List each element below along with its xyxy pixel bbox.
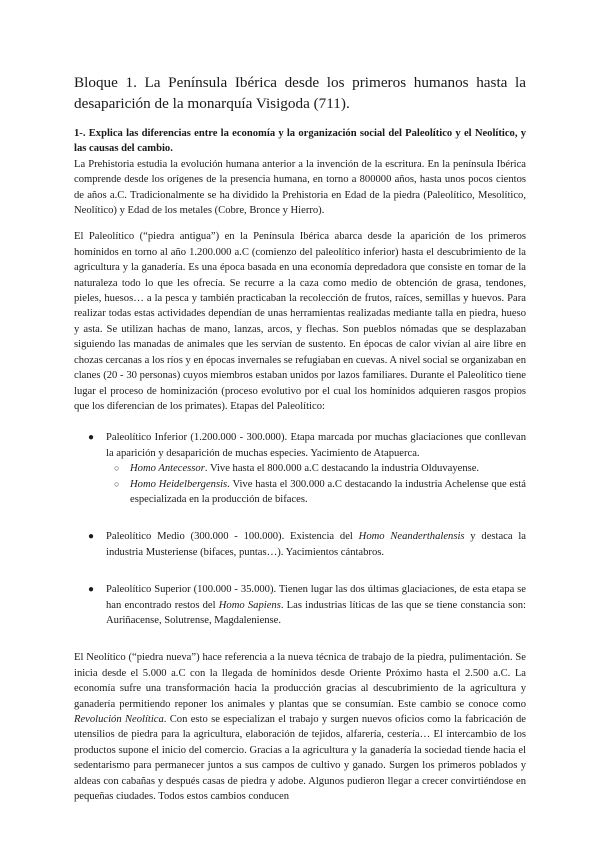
stage-text: Paleolítico Inferior (1.200.000 - 300.000). Etapa marcada por muchas glaciaciones que conllevan la aparición y desaparición de muchas especies. Yacimiento de Atapuerca. bbox=[106, 432, 526, 459]
sublist-item-antecessor bbox=[74, 461, 526, 476]
paleolithic-stages-list bbox=[74, 430, 526, 628]
document-body bbox=[74, 126, 526, 815]
question-heading: 1-. Explica las diferencias entre la economía y la organización social del Paleolítico y el Neolítico, y las causas del cambio. bbox=[74, 128, 526, 155]
list-item-paleolitico-superior bbox=[74, 582, 526, 628]
paragraph-prehistoria: La Prehistoria estudia la evolución humana anterior a la invención de la escritura. En la península Ibérica comprende desde los orígenes de la presencia humana, en torno a 800000 años, hasta unos pocos cientos de años a.C. Tradicionalmente se ha dividido la Prehistoria en Edad de la piedra (Paleolítico, Mesolítico, Neolítico) y Edad de los metales (Cobre, Bronce y Hierro). bbox=[74, 158, 526, 217]
bullet-dot-icon: ● bbox=[88, 531, 95, 543]
species-name: Homo Heidelbergensis bbox=[130, 478, 228, 490]
document-title: Bloque 1. La Península Ibérica desde los primeros humanos hasta la desaparición de la monarquía Visigoda (711). bbox=[74, 74, 526, 112]
bullet-dot-icon: ● bbox=[88, 584, 95, 596]
paragraph-paleolitico: El Paleolítico (“piedra antigua”) en la Península Ibérica abarca desde la aparición de los primeros homínidos en torno al año 1.200.000 a.C (comienzo del paleolítico inferior) hasta el descubrimiento de la agricultura y la ganadería. Es una época basada en una economía depredadora que consiste en tomar de la naturaleza todo lo que les ofrecía. Se recurre a la caza como medio de obtención de grasa, tendones, pieles, huesos… a la pesca y también practicaban la recolección de frutos, raíces, semillas y huevos. Para realizar todas estas actividades dependían de unas herramientas realizadas mediante talla en piedra, hueso y asta. Se utilizan hachas de mano, lanzas, arcos, y flechas. Son pueblos nómadas que se desplazaban siguiendo las manadas de animales que les servían de sustento. En épocas de calor vivían al aire libre en chozas cercanas a los ríos y en épocas invernales se refugiaban en cuevas. A nivel social se organizaban en clanes (20 - 30 personas) cuyos miembros estaban unidos por lazos familiares. Durante el Paleolítico tiene lugar el proceso de hominización (proceso evolutivo por el cual los homínidos adquieren rasgos propios que los diferencian de los primates). Etapas del Paleolítico: bbox=[74, 231, 526, 412]
paragraph-neolitico bbox=[74, 650, 526, 804]
stage-text-post: . Las industrias líticas de las que se tiene constancia son: Auriñacense, Solutrense, Magdaleniense. bbox=[106, 599, 527, 626]
species-text: . Vive hasta el 300.000 a.C destacando la industria Achelense que está especializada en la producción de bifaces. bbox=[130, 478, 526, 505]
hominid-sublist bbox=[106, 461, 526, 507]
bullet-circle-icon: ○ bbox=[114, 463, 120, 474]
species-name: Homo Neanderthalensis bbox=[358, 531, 465, 543]
species-text: . Vive hasta el 800.000 a.C destacando la industria Olduvayense. bbox=[204, 463, 480, 475]
list-item-paleolitico-inferior bbox=[74, 430, 526, 507]
species-name: Homo Antecessor bbox=[130, 463, 205, 475]
stage-text-pre: Paleolítico Medio (300.000 - 100.000). Existencia del bbox=[106, 531, 359, 543]
neolitico-text-pre: El Neolítico (“piedra nueva”) hace referencia a la nueva técnica de trabajo de la piedra, pulimentación. Se inicia desde el 5.000 a.C con la llegada de homínidos desde Oriente Próximo hasta el 2.500 a.C. La economía sufre una transformación hacia la producción gracias al descubrimiento de la agricultura y ganadería permitiendo reponer los animales y plantas que se consumían. Este cambio se conoce como bbox=[74, 652, 526, 710]
list-item-paleolitico-medio bbox=[74, 529, 526, 560]
revolucion-neolitica-term: Revolución Neolítica bbox=[74, 714, 164, 725]
bullet-dot-icon: ● bbox=[88, 432, 95, 444]
sublist-item-heidelbergensis bbox=[74, 477, 526, 508]
stage-text-pre: Paleolítico Superior (100.000 - 35.000). Tienen lugar las dos últimas glaciaciones, de esta etapa se han encontrado restos del bbox=[106, 584, 526, 611]
stage-text-post: y destaca la industria Musteriense (bifaces, puntas…). Yacimientos cántabros. bbox=[106, 531, 527, 558]
bullet-circle-icon: ○ bbox=[114, 478, 120, 489]
neolitico-text-post: . Con esto se especializan el trabajo y surgen nuevos oficios como la fabricación de utensilios de piedra para la agricultura, elaboración de tejidos, alfarería, cestería… El intercambio de los productos supone el inicio del comercio. Gracias a la agricultura y la ganadería la sociedad tiende hacia el sedentarismo para permanecer juntos a sus campos de cultivo y ganado. Surgen los primeros poblados y aldeas con cabañas y después casas de piedra y adobe. Algunos pudieron llegar a crecer convirtiéndose en pequeñas ciudades. Todos estos cambios conducen bbox=[74, 714, 527, 803]
species-name: Homo Sapiens bbox=[218, 599, 281, 611]
